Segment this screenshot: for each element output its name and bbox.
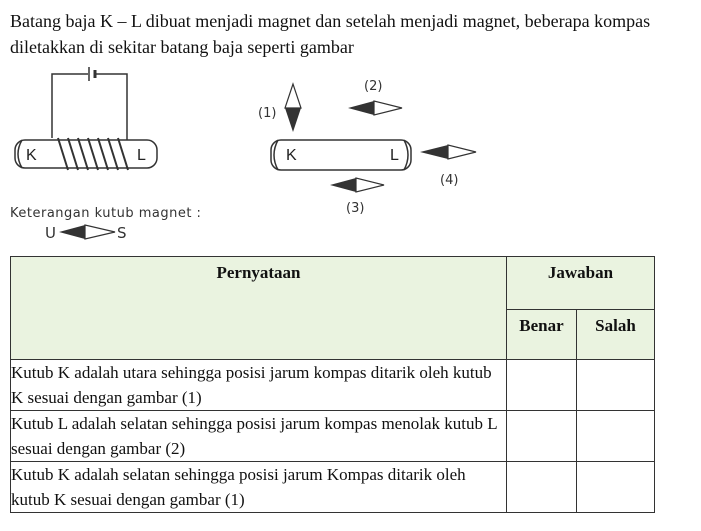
circuit-wire-right [96,74,127,140]
answer-benar-1[interactable] [507,360,577,411]
circuit-wire-left [52,74,88,138]
header-benar: Benar [507,309,577,359]
table-row [11,360,655,411]
compass-needle-3 [330,178,384,192]
compass-label-2: (2) [364,79,383,94]
answer-benar-2[interactable] [507,411,577,462]
header-pernyataan: Pernyataan [11,257,507,360]
table-row [11,411,655,462]
left-bar-pole-l: L [137,147,146,164]
compass-label-4: (4) [440,173,459,188]
header-salah: Salah [577,309,655,359]
legend-north-label: U [45,224,56,242]
answer-benar-3[interactable] [507,462,577,513]
compass-needle-1 [285,84,301,132]
answer-salah-2[interactable] [577,411,655,462]
answer-salah-1[interactable] [577,360,655,411]
statement-3: Kutub K adalah selatan sehingga posisi jarum Kompas ditarik oleh kutub K sesuai dengan gambar (1) [11,462,507,513]
left-bar-pole-k: K [26,147,37,164]
answer-table [10,256,655,513]
legend-south-label: S [117,224,127,242]
magnet-diagram [0,62,701,247]
left-bar-end-curve [18,140,22,168]
table-row [11,462,655,513]
statement-1: Kutub K adalah utara sehingga posisi jarum kompas ditarik oleh kutub K sesuai dengan gambar (1) [11,360,507,411]
compass-needle-4 [420,145,476,159]
compass-label-1: (1) [258,106,277,121]
right-bar-pole-k: K [286,147,297,164]
legend-title: Keterangan kutub magnet : [10,206,202,221]
compass-label-3: (3) [346,201,365,216]
answer-salah-3[interactable] [577,462,655,513]
legend-needle-icon [59,225,115,239]
intro-text: Batang baja K – L dibuat menjadi magnet dan setelah menjadi magnet, beberapa kompas diletakkan di sekitar batang baja seperti gambar [10,11,651,57]
right-bar-pole-l: L [390,147,399,164]
magnet-figure [0,62,701,247]
compass-needle-2 [348,101,402,115]
header-jawaban: Jawaban [507,257,655,310]
statement-2: Kutub L adalah selatan sehingga posisi jarum kompas menolak kutub L sesuai dengan gambar (2) [11,411,507,462]
coil [58,138,128,170]
